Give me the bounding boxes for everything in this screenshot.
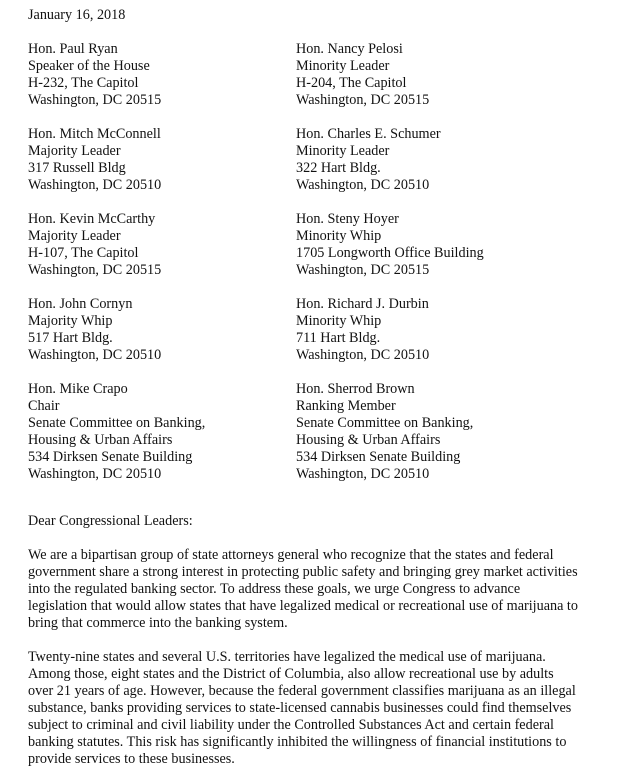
recipient-committee: Housing & Urban Affairs xyxy=(296,432,441,448)
recipient-office: 317 Russell Bldg xyxy=(28,160,126,176)
recipient-city: Washington, DC 20515 xyxy=(28,92,162,108)
paragraph-line: provide services to these businesses. xyxy=(28,751,235,767)
recipient-row xyxy=(28,211,608,279)
paragraph-line: government share a strong interest in protecting public safety and bringing grey market activities xyxy=(28,564,578,580)
paragraph-line: substance, banks providing services to state-licensed cannabis businesses could find themselves xyxy=(28,700,572,716)
recipient-city: Washington, DC 20515 xyxy=(28,262,162,278)
paragraph-line: over 21 years of age. However, because the federal government classifies marijuana as an illegal xyxy=(28,683,576,699)
recipient-address xyxy=(296,211,596,279)
recipient-office: H-204, The Capitol xyxy=(296,75,407,91)
paragraph-line: Among those, eight states and the District of Columbia, also allow recreational use by adults xyxy=(28,666,554,682)
letter-date: January 16, 2018 xyxy=(28,7,126,23)
recipient-city: Washington, DC 20510 xyxy=(296,466,430,482)
recipient-city: Washington, DC 20510 xyxy=(28,466,162,482)
recipient-name: Hon. Nancy Pelosi xyxy=(296,41,403,57)
recipient-address xyxy=(296,296,596,364)
paragraph-line: legislation that would allow states that have legalized medical or recreational use of marijuana to xyxy=(28,598,578,614)
recipient-row xyxy=(28,381,608,483)
recipient-title: Majority Leader xyxy=(28,143,121,159)
recipient-name: Hon. Kevin McCarthy xyxy=(28,211,156,227)
recipient-office: 1705 Longworth Office Building xyxy=(296,245,484,261)
recipient-name: Hon. Charles E. Schumer xyxy=(296,126,441,142)
recipient-office: H-107, The Capitol xyxy=(28,245,139,261)
paragraph-line: bring that commerce into the banking system. xyxy=(28,615,288,631)
recipient-title: Majority Whip xyxy=(28,313,113,329)
recipient-address xyxy=(28,41,296,109)
recipient-address xyxy=(296,41,596,109)
body-paragraph xyxy=(28,649,628,768)
recipient-office: 534 Dirksen Senate Building xyxy=(296,449,461,465)
body-paragraph xyxy=(28,547,628,632)
recipient-city: Washington, DC 20510 xyxy=(296,177,430,193)
recipient-name: Hon. Sherrod Brown xyxy=(296,381,415,397)
recipient-city: Washington, DC 20510 xyxy=(28,177,162,193)
recipient-row xyxy=(28,126,608,194)
recipient-name: Hon. Mike Crapo xyxy=(28,381,128,397)
recipient-row xyxy=(28,41,608,109)
recipient-committee: Senate Committee on Banking, xyxy=(296,415,474,431)
recipient-name: Hon. Steny Hoyer xyxy=(296,211,399,227)
recipient-title: Minority Leader xyxy=(296,58,390,74)
recipient-address xyxy=(28,296,296,364)
recipient-office: 322 Hart Bldg. xyxy=(296,160,381,176)
recipient-title: Ranking Member xyxy=(296,398,396,414)
recipient-address xyxy=(28,381,296,483)
recipient-city: Washington, DC 20510 xyxy=(296,347,430,363)
recipient-row xyxy=(28,296,608,364)
recipient-title: Chair xyxy=(28,398,60,414)
recipient-title: Majority Leader xyxy=(28,228,121,244)
recipient-committee: Senate Committee on Banking, xyxy=(28,415,206,431)
recipient-office: H-232, The Capitol xyxy=(28,75,139,91)
recipient-city: Washington, DC 20510 xyxy=(28,347,162,363)
paragraph-line: into the regulated banking sector. To address these goals, we urge Congress to advance xyxy=(28,581,521,597)
recipient-address xyxy=(28,126,296,194)
recipient-title: Minority Leader xyxy=(296,143,390,159)
recipient-office: 534 Dirksen Senate Building xyxy=(28,449,193,465)
recipient-name: Hon. Richard J. Durbin xyxy=(296,296,429,312)
recipient-office: 517 Hart Bldg. xyxy=(28,330,113,346)
recipient-name: Hon. Paul Ryan xyxy=(28,41,118,57)
recipient-city: Washington, DC 20515 xyxy=(296,262,430,278)
recipient-committee: Housing & Urban Affairs xyxy=(28,432,173,448)
recipient-title: Minority Whip xyxy=(296,313,382,329)
paragraph-line: We are a bipartisan group of state attorneys general who recognize that the states and federal xyxy=(28,547,554,563)
recipient-address xyxy=(28,211,296,279)
paragraph-line: subject to criminal and civil liability under the Controlled Substances Act and certain federal xyxy=(28,717,554,733)
recipient-address-block xyxy=(28,41,608,500)
paragraph-line: banking statutes. This risk has significantly inhibited the willingness of financial institutions to xyxy=(28,734,567,750)
recipient-office: 711 Hart Bldg. xyxy=(296,330,381,346)
recipient-name: Hon. Mitch McConnell xyxy=(28,126,161,142)
recipient-title: Speaker of the House xyxy=(28,58,150,74)
paragraph-line: Twenty-nine states and several U.S. territories have legalized the medical use of marijuana. xyxy=(28,649,546,665)
recipient-address xyxy=(296,381,596,483)
recipient-title: Minority Whip xyxy=(296,228,382,244)
recipient-city: Washington, DC 20515 xyxy=(296,92,430,108)
salutation: Dear Congressional Leaders: xyxy=(28,513,193,529)
recipient-address xyxy=(296,126,596,194)
recipient-name: Hon. John Cornyn xyxy=(28,296,133,312)
